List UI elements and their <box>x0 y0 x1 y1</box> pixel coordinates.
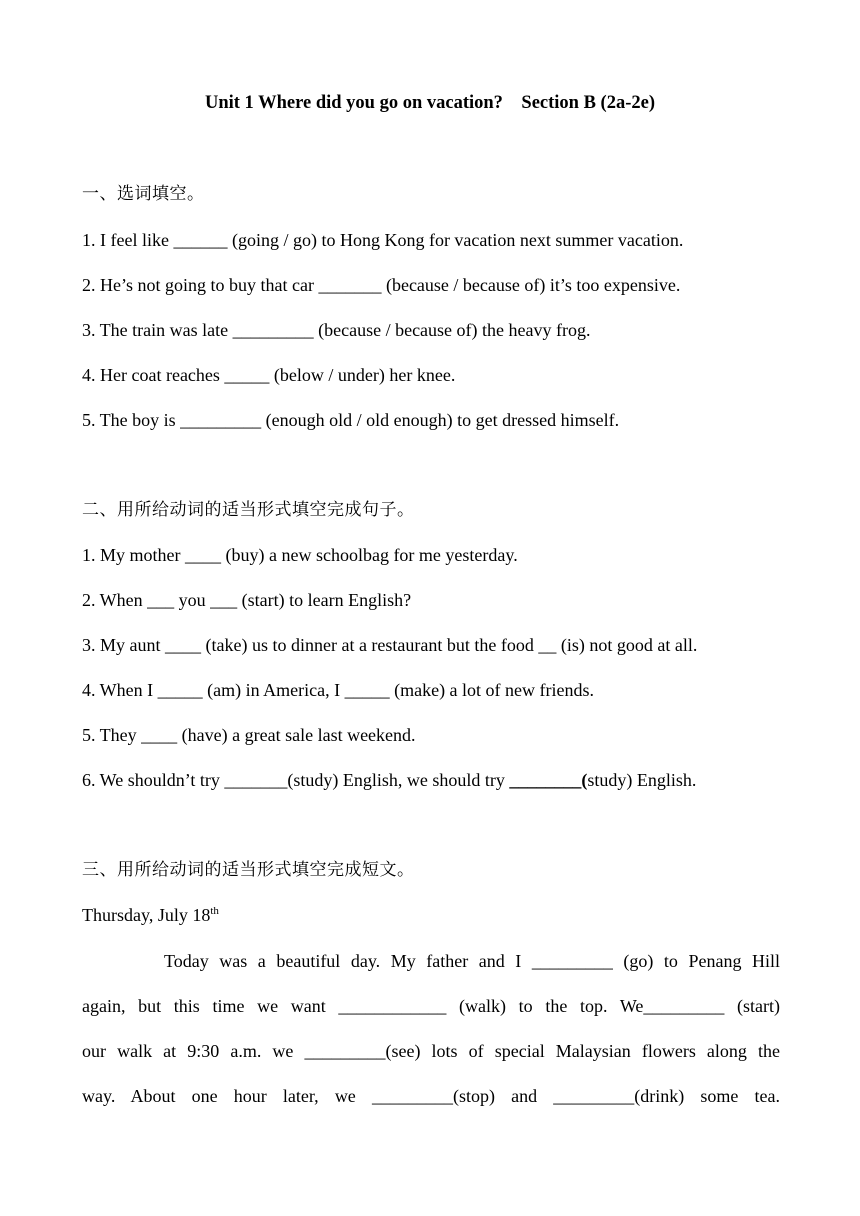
section-2-item-6-before: 6. We shouldn’t try _______(study) English, we should try <box>82 770 510 790</box>
diary-date-main: Thursday, July 18 <box>82 905 211 925</box>
passage-line-2: again, but this time we want ____________ (walk) to the top. We_________ (start) <box>82 996 780 1016</box>
section-1-item-4: 4. Her coat reaches _____ (below / under) her knee. <box>82 365 456 385</box>
section-1-item-1: 1. I feel like ______ (going / go) to Hong Kong for vacation next summer vacation. <box>82 230 684 250</box>
passage-line-1: Today was a beautiful day. My father and I _________ (go) to Penang Hill <box>164 951 780 971</box>
section-2-item-4: 4. When I _____ (am) in America, I _____ (make) a lot of new friends. <box>82 680 595 700</box>
diary-date <box>82 903 219 927</box>
section-1-heading: 一、选词填空。 <box>82 184 205 204</box>
section-1-item-5: 5. The boy is _________ (enough old / old enough) to get dressed himself. <box>82 410 620 430</box>
passage-line-3: our walk at 9:30 a.m. we _________(see) lots of special Malaysian flowers along the <box>82 1041 780 1061</box>
passage-line-4: way. About one hour later, we _________(stop) and _________(drink) some tea. <box>82 1086 780 1106</box>
diary-date-suffix: th <box>210 905 219 917</box>
section-2-item-5: 5. They ____ (have) a great sale last weekend. <box>82 725 416 745</box>
section-2-item-6-bold-blank: ________( <box>509 770 588 790</box>
section-2-item-3: 3. My aunt ____ (take) us to dinner at a restaurant but the food __ (is) not good at all. <box>82 635 698 655</box>
section-2-item-2: 2. When ___ you ___ (start) to learn English? <box>82 590 412 610</box>
section-3-heading: 三、用所给动词的适当形式填空完成短文。 <box>82 860 415 880</box>
section-1-item-2: 2. He’s not going to buy that car _______ (because / because of) it’s too expensive. <box>82 275 681 295</box>
page-title: Unit 1 Where did you go on vacation? Section B (2a-2e) <box>204 93 655 113</box>
section-2-item-6-after: study) English. <box>587 770 697 790</box>
section-2-item-1: 1. My mother ____ (buy) a new schoolbag for me yesterday. <box>82 545 518 565</box>
section-2-item-6 <box>82 768 696 792</box>
section-2-heading: 二、用所给动词的适当形式填空完成句子。 <box>82 500 415 520</box>
section-1-item-3: 3. The train was late _________ (because / because of) the heavy frog. <box>82 320 591 340</box>
